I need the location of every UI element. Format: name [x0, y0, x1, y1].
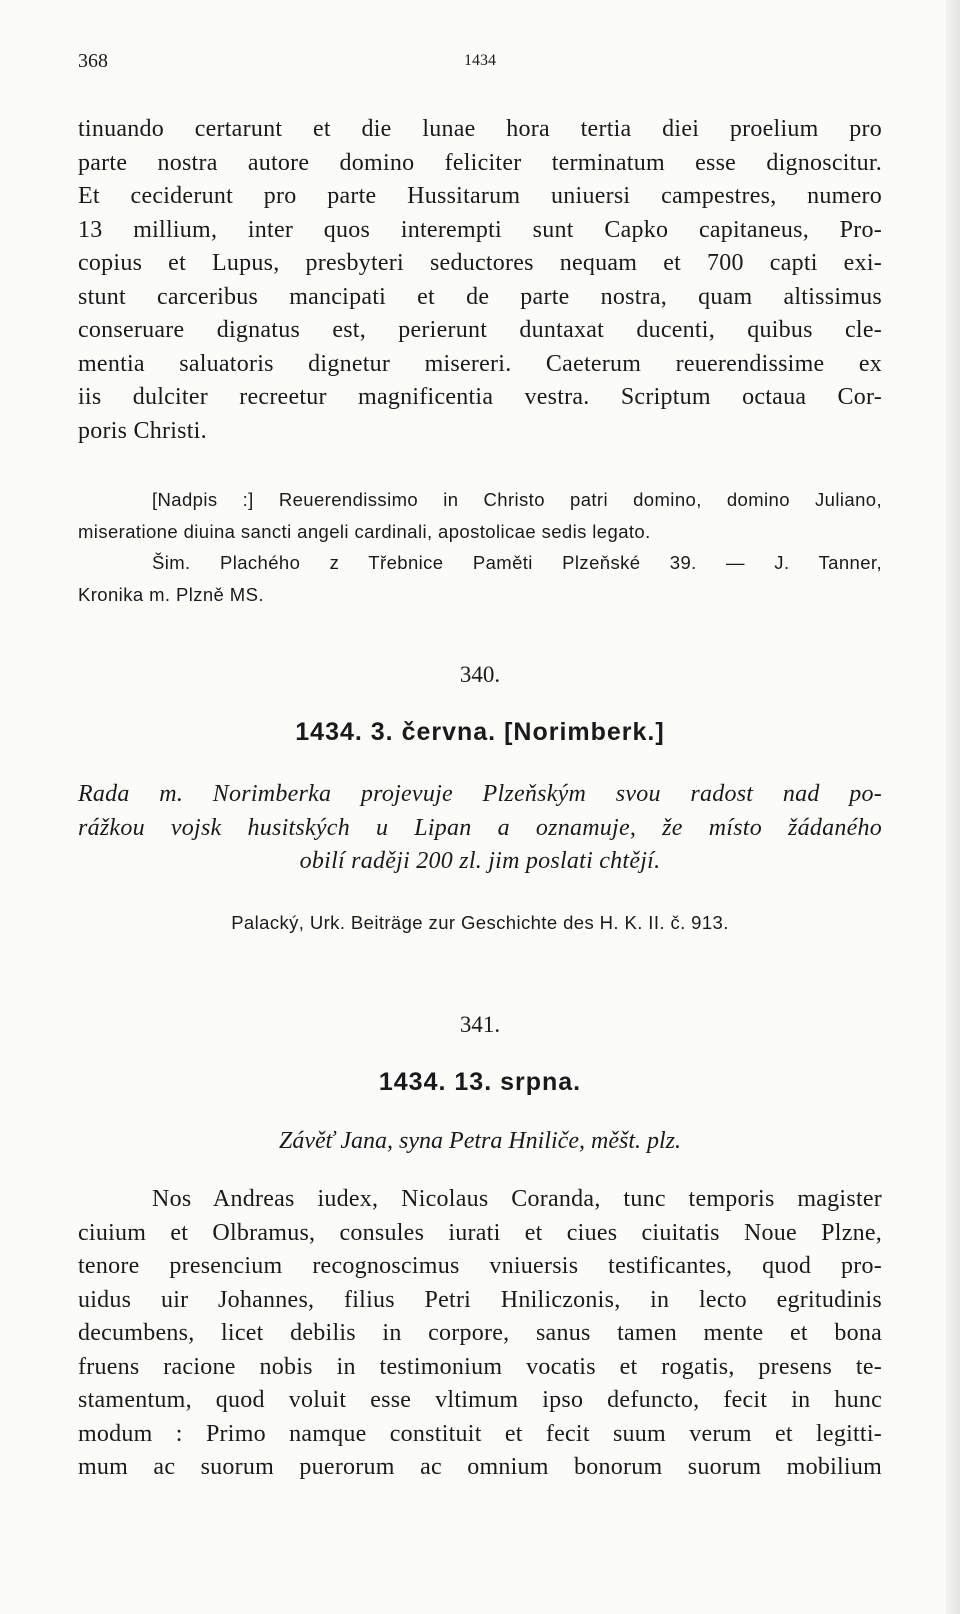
document-number: 340.: [459, 662, 501, 687]
text-line: fruens racione nobis in testimonium vocatis et rogatis, presens te-: [78, 1353, 882, 1380]
text-line: Nos Andreas iudex, Nicolaus Coranda, tunc temporis magister: [152, 1186, 882, 1212]
text-line: uidus uir Johannes, filius Petri Hniliczonis, in lecto egritudinis: [78, 1286, 882, 1313]
text-line: parte nostra autore domino feliciter terminatum esse dignoscitur.: [78, 149, 882, 176]
page-edge: [946, 0, 960, 1614]
text-line: poris Christi.: [78, 417, 207, 444]
document-text: [78, 1183, 882, 1485]
note-line: Šim. Plachého z Třebnice Paměti Plzeňské 39. — J. Tanner,: [152, 552, 882, 573]
text-line: mentia saluatoris dignetur misereri. Caeterum reuerendissime ex: [78, 350, 882, 377]
text-line: Et ceciderunt pro parte Hussitarum uniuersi campestres, numero: [78, 183, 882, 209]
document-title: Závěť Jana, syna Petra Hniliče, měšt. plz.: [279, 1128, 681, 1154]
document-dateline: 1434. 3. června. [Norimberk.]: [295, 718, 665, 746]
paragraph-continuation: [78, 113, 882, 448]
text-line: copius et Lupus, presbyteri seductores nequam et 700 capti exi-: [78, 250, 882, 276]
document-source: Palacký, Urk. Beiträge zur Geschichte des H. K. II. č. 913.: [231, 912, 729, 933]
note-line: miseratione diuina sancti angeli cardinali, apostolicae sedis legato.: [78, 520, 651, 542]
text-line: iis dulciter recreetur magnificentia vestra. Scriptum octaua Cor-: [78, 384, 882, 410]
address-note: [78, 484, 882, 610]
page-number: 368: [78, 50, 108, 72]
document-dateline: 1434. 13. srpna.: [378, 1068, 582, 1096]
document-regest: [78, 778, 882, 879]
text-line: tinuando certarunt et die lunae hora tertia diei proelium pro: [78, 116, 882, 142]
text-line: decumbens, licet debilis in corpore, sanus tamen mente et bona: [78, 1320, 882, 1346]
page-header: [78, 50, 882, 80]
running-head: 1434: [464, 52, 496, 69]
regest-line: Rada m. Norimberka projevuje Plzeňským svou radost nad po-: [78, 781, 882, 807]
text-line: 13 millium, inter quos interempti sunt Capko capitaneus, Pro-: [78, 216, 882, 243]
regest-line: obilí raději 200 zl. jim poslati chtějí.: [299, 848, 661, 874]
note-line: [Nadpis :] Reuerendissimo in Christo patri domino, domino Juliano,: [152, 489, 882, 510]
regest-line: rážkou vojsk husitských u Lipan a oznamuje, že místo žádaného: [78, 814, 882, 841]
text-line: modum : Primo namque constituit et fecit suum verum et legitti-: [78, 1420, 882, 1447]
note-line: Kronika m. Plzně MS.: [78, 583, 264, 605]
text-line: tenore presencium recognoscimus vniuersis testificantes, quod pro-: [78, 1253, 882, 1279]
text-line: mum ac suorum puerorum ac omnium bonorum suorum mobilium: [78, 1454, 882, 1480]
text-line: ciuium et Olbramus, consules iurati et ciues ciuitatis Noue Plzne,: [78, 1219, 882, 1246]
text-line: conseruare dignatus est, perierunt duntaxat ducenti, quibus cle-: [78, 317, 882, 343]
text-line: stunt carceribus mancipati et de parte nostra, quam altissimus: [78, 283, 882, 310]
document-number: 341.: [459, 1012, 501, 1037]
text-line: stamentum, quod voluit esse vltimum ipso defuncto, fecit in hunc: [78, 1387, 882, 1413]
